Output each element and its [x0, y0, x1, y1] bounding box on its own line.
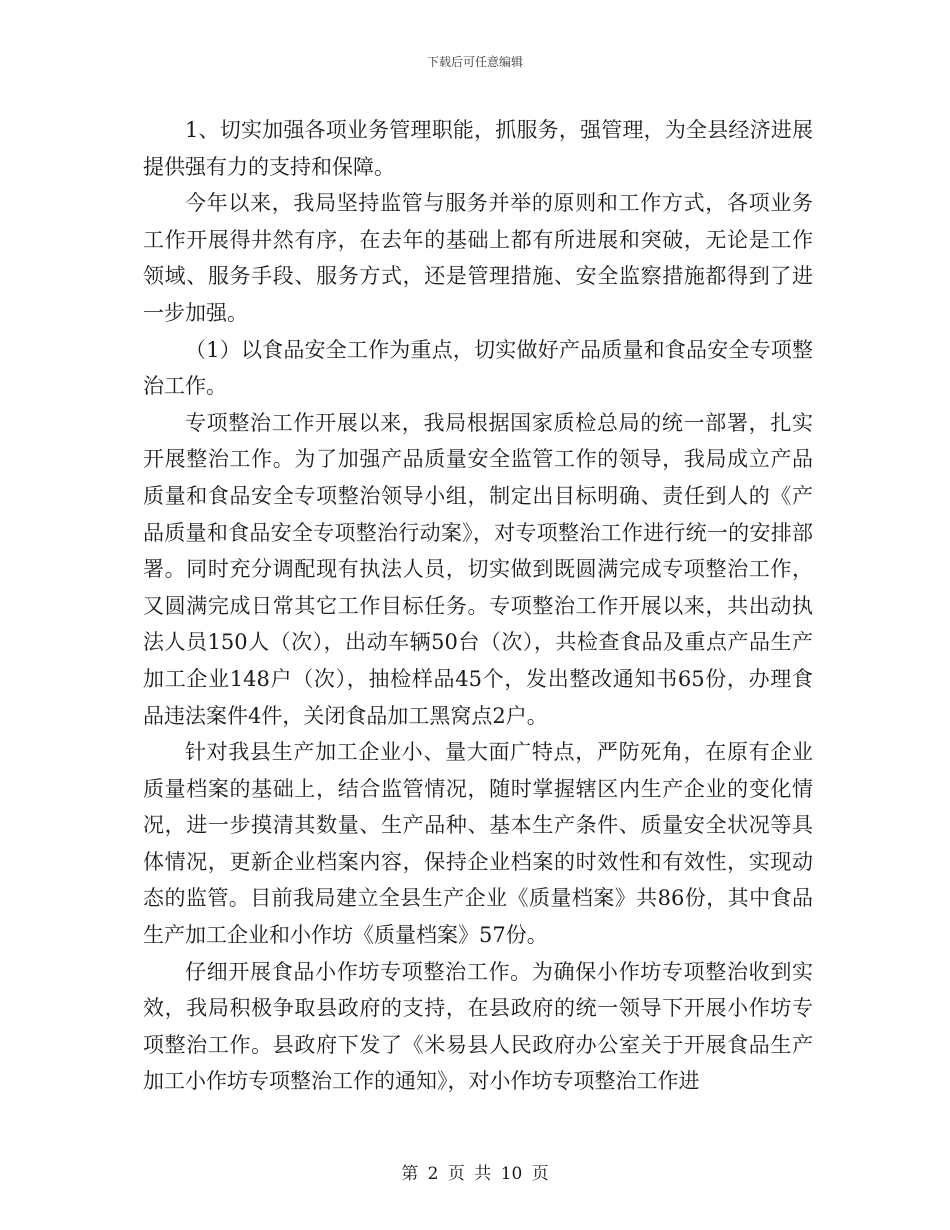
paragraph-section-heading: 1、切实加强各项业务管理职能，抓服务，强管理，为全县经济进展提供强有力的支持和保障。 — [143, 118, 813, 179]
page-header: 下载后可任意编辑 — [426, 55, 523, 69]
paragraph-overview: 今年以来，我局坚持监管与服务并举的原则和工作方式，各项业务工作开展得井然有序，在去年的基础上都有所进展和突破，无论是工作领域、服务手段、服务方式，还是管理措施、安全监察措施都得到了进一步加强。 — [143, 191, 813, 325]
paragraph-special-rectification: 专项整治工作开展以来，我局根据国家质检总局的统一部署，扎实开展整治工作。为了加强产品质量安全监管工作的领导，我局成立产品质量和食品安全专项整治领导小组，制定出目标明确、责任到人的《产品质量和食品安全专项整治行动案》，对专项整治工作进行统一的安排部署。同时充分调配现有执法人员，切实做到既圆满完成专项整治工作，又圆满完成日常其它工作目标任务。专项整治工作开展以来，共出动执法人员150人（次），出动车辆50台（次），共检查食品及重点产品生产加工企业148户（次），抽检样品45个，发出整改通知书65份，办理食品违法案件4件，关闭食品加工黑窝点2户。 — [143, 410, 813, 728]
document-body — [143, 112, 813, 1100]
paragraph-subheading-food-safety: （1）以食品安全工作为重点，切实做好产品质量和食品安全专项整治工作。 — [143, 337, 813, 399]
paragraph-enterprise-archives: 针对我县生产加工企业小、量大面广特点，严防死角，在原有企业质量档案的基础上，结合监管情况，随时掌握辖区内生产企业的变化情况，进一步摸清其数量、生产品种、基本生产条件、质量安全状况等具体情况，更新企业档案内容，保持企业档案的时效性和有效性，实现动态的监管。目前我局建立全县生产企业《质量档案》共86份，其中食品生产加工企业和小作坊《质量档案》57份。 — [143, 740, 813, 948]
page-footer: 第 2 页 共 10 页 — [401, 1164, 549, 1184]
paragraph-workshop-rectification: 仔细开展食品小作坊专项整治工作。为确保小作坊专项整治收到实效，我局积极争取县政府的支持，在县政府的统一领导下开展小作坊专项整治工作。县政府下发了《米易县人民政府办公室关于开展食品生产加工小作坊专项整治工作的通知》，对小作坊专项整治工作进 — [143, 959, 813, 1094]
